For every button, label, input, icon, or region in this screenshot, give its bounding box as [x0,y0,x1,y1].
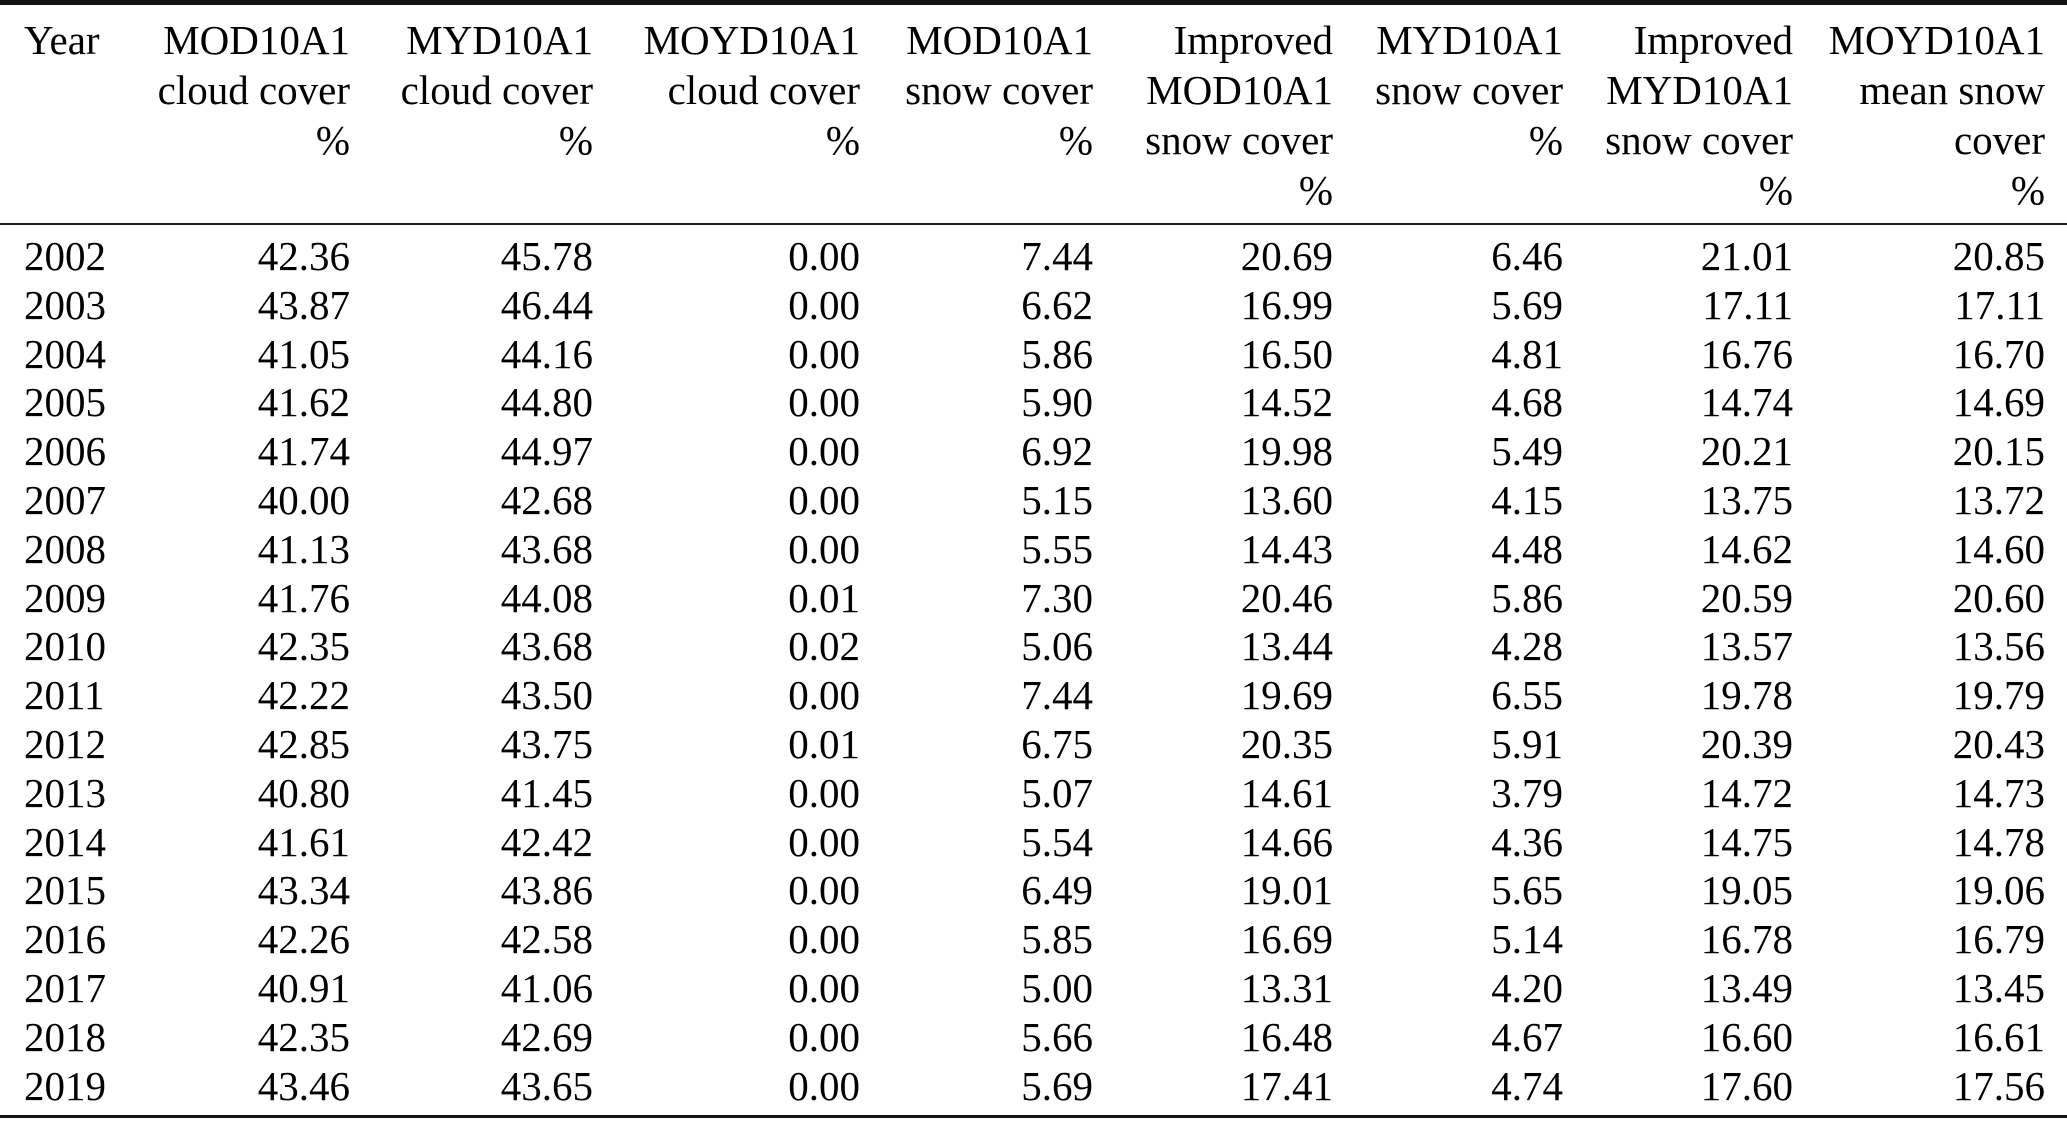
value-cell-mod10a1-cloud-cover: 41.61 [257,818,350,865]
value-cell-improved-mod10a1-snow-cover: 14.61 [1240,769,1333,816]
value-cell-improved-mod10a1-snow-cover: 14.43 [1240,525,1333,572]
value-cell-improved-mod10a1-snow-cover: 16.99 [1240,281,1333,328]
value-cell-myd10a1-snow-cover: 3.79 [1491,769,1563,816]
value-cell-mod10a1-cloud-cover: 42.35 [257,1013,350,1060]
value-cell-mod10a1-snow-cover: 5.06 [1021,623,1093,670]
year-cell: 2009 [24,574,106,621]
value-cell-moyd10a1-cloud-cover: 0.00 [788,233,860,279]
value-cell-moyd10a1-cloud-cover: 0.00 [788,428,860,475]
header-line: Improved [1633,17,1793,63]
value-cell-myd10a1-cloud-cover: 42.69 [500,1013,593,1060]
value-cell-moyd10a1-cloud-cover: 0.00 [788,281,860,328]
value-cell-moyd10a1-mean-snow-cover: 17.11 [1954,281,2045,328]
column-header-moyd10a1-mean-snow-cover [1793,3,2067,225]
value-cell-improved-myd10a1-snow-cover: 19.78 [1700,672,1793,719]
value-cell-moyd10a1-mean-snow-cover: 20.43 [1952,720,2045,767]
value-cell-improved-myd10a1-snow-cover: 16.76 [1700,330,1793,377]
value-cell-moyd10a1-mean-snow-cover: 14.60 [1952,525,2045,572]
table-row-2013 [0,769,2067,818]
value-cell-improved-myd10a1-snow-cover: 20.39 [1700,720,1793,767]
value-cell-myd10a1-snow-cover: 4.67 [1491,1013,1563,1060]
value-cell-myd10a1-snow-cover: 5.86 [1491,574,1563,621]
year-cell: 2013 [24,769,106,816]
header-line: % [825,117,860,163]
year-cell: 2015 [24,867,106,914]
value-cell-mod10a1-snow-cover: 5.66 [1021,1013,1093,1060]
header-line: cloud cover [400,67,593,113]
table-row-2016 [0,915,2067,964]
table-row-2006 [0,427,2067,476]
value-cell-mod10a1-cloud-cover: 41.76 [257,574,350,621]
table-row-2002 [0,224,2067,281]
value-cell-mod10a1-cloud-cover: 41.74 [257,428,350,475]
header-line: cloud cover [157,67,350,113]
value-cell-improved-mod10a1-snow-cover: 13.60 [1240,476,1333,523]
year-cell: 2017 [24,964,106,1011]
value-cell-improved-myd10a1-snow-cover: 14.74 [1700,379,1793,426]
value-cell-moyd10a1-mean-snow-cover: 17.56 [1952,1062,2045,1109]
value-cell-moyd10a1-mean-snow-cover: 13.56 [1952,623,2045,670]
value-cell-mod10a1-snow-cover: 5.15 [1021,476,1093,523]
value-cell-mod10a1-snow-cover: 6.92 [1021,428,1093,475]
value-cell-myd10a1-cloud-cover: 44.08 [500,574,593,621]
value-cell-mod10a1-snow-cover: 7.44 [1021,233,1093,279]
value-cell-moyd10a1-mean-snow-cover: 16.79 [1952,916,2045,963]
value-cell-myd10a1-snow-cover: 5.65 [1491,867,1563,914]
header-line: MOD10A1 [1146,67,1333,113]
value-cell-moyd10a1-cloud-cover: 0.00 [788,330,860,377]
value-cell-improved-mod10a1-snow-cover: 19.01 [1240,867,1333,914]
value-cell-myd10a1-snow-cover: 4.20 [1491,964,1563,1011]
value-cell-mod10a1-cloud-cover: 40.80 [257,769,350,816]
column-header-myd10a1-snow-cover [1333,3,1563,225]
value-cell-mod10a1-cloud-cover: 42.85 [257,720,350,767]
value-cell-improved-myd10a1-snow-cover: 14.62 [1700,525,1793,572]
value-cell-myd10a1-snow-cover: 5.14 [1491,916,1563,963]
value-cell-improved-mod10a1-snow-cover: 19.98 [1240,428,1333,475]
value-cell-improved-myd10a1-snow-cover: 14.75 [1700,818,1793,865]
value-cell-myd10a1-cloud-cover: 41.06 [500,964,593,1011]
table-row-2010 [0,622,2067,671]
value-cell-improved-myd10a1-snow-cover: 17.60 [1700,1062,1793,1109]
table-row-2008 [0,525,2067,574]
value-cell-improved-myd10a1-snow-cover: 17.11 [1702,281,1793,328]
table-row-2009 [0,574,2067,623]
value-cell-myd10a1-snow-cover: 4.36 [1491,818,1563,865]
header-line: MYD10A1 [1606,67,1793,113]
table-row-2017 [0,964,2067,1013]
year-cell: 2002 [24,233,106,279]
column-header-moyd10a1-cloud-cover [593,3,860,225]
value-cell-moyd10a1-cloud-cover: 0.00 [788,916,860,963]
value-cell-myd10a1-cloud-cover: 42.68 [500,476,593,523]
value-cell-myd10a1-cloud-cover: 43.86 [500,867,593,914]
value-cell-mod10a1-snow-cover: 6.75 [1021,720,1093,767]
header-line: cover [1953,117,2045,163]
value-cell-mod10a1-snow-cover: 6.62 [1021,281,1093,328]
value-cell-myd10a1-snow-cover: 4.74 [1491,1062,1563,1109]
header-line: % [315,117,350,163]
value-cell-myd10a1-snow-cover: 4.15 [1491,476,1563,523]
value-cell-improved-mod10a1-snow-cover: 19.69 [1240,672,1333,719]
value-cell-improved-mod10a1-snow-cover: 16.48 [1240,1013,1333,1060]
column-header-improved-myd10a1-snow-cover [1563,3,1793,225]
column-header-year [0,3,120,225]
value-cell-myd10a1-snow-cover: 4.48 [1491,525,1563,572]
value-cell-moyd10a1-cloud-cover: 0.02 [788,623,860,670]
value-cell-improved-mod10a1-snow-cover: 16.50 [1240,330,1333,377]
value-cell-mod10a1-snow-cover: 5.07 [1021,769,1093,816]
value-cell-mod10a1-cloud-cover: 43.34 [257,867,350,914]
header-line: Improved [1173,17,1333,63]
header-line: % [1758,167,1793,213]
value-cell-mod10a1-cloud-cover: 43.87 [257,281,350,328]
header-line: MOYD10A1 [643,17,860,63]
value-cell-myd10a1-snow-cover: 4.81 [1491,330,1563,377]
value-cell-moyd10a1-mean-snow-cover: 13.72 [1952,476,2045,523]
value-cell-mod10a1-cloud-cover: 43.46 [257,1062,350,1109]
value-cell-improved-mod10a1-snow-cover: 16.69 [1240,916,1333,963]
header-line: MOYD10A1 [1828,17,2045,63]
value-cell-mod10a1-cloud-cover: 42.26 [257,916,350,963]
value-cell-moyd10a1-cloud-cover: 0.00 [788,672,860,719]
header-line: Year [24,17,100,63]
value-cell-mod10a1-snow-cover: 7.30 [1021,574,1093,621]
year-cell: 2010 [24,623,106,670]
table-row-2011 [0,671,2067,720]
value-cell-improved-myd10a1-snow-cover: 13.57 [1700,623,1793,670]
year-cell: 2007 [24,476,106,523]
table-row-2019 [0,1062,2067,1117]
year-cell: 2005 [24,379,106,426]
value-cell-myd10a1-cloud-cover: 43.68 [500,623,593,670]
value-cell-moyd10a1-cloud-cover: 0.00 [788,818,860,865]
value-cell-mod10a1-cloud-cover: 41.62 [257,379,350,426]
value-cell-improved-mod10a1-snow-cover: 20.46 [1240,574,1333,621]
year-cell: 2006 [24,428,106,475]
table-row-2007 [0,476,2067,525]
column-header-improved-mod10a1-snow-cover [1093,3,1333,225]
value-cell-improved-mod10a1-snow-cover: 14.66 [1240,818,1333,865]
table-row-2018 [0,1013,2067,1062]
header-line: % [1058,117,1093,163]
value-cell-myd10a1-cloud-cover: 44.80 [500,379,593,426]
value-cell-mod10a1-cloud-cover: 41.13 [257,525,350,572]
table-row-2003 [0,281,2067,330]
value-cell-moyd10a1-mean-snow-cover: 16.70 [1952,330,2045,377]
value-cell-mod10a1-snow-cover: 5.69 [1021,1062,1093,1109]
value-cell-mod10a1-snow-cover: 5.86 [1021,330,1093,377]
value-cell-moyd10a1-mean-snow-cover: 13.45 [1952,964,2045,1011]
value-cell-myd10a1-snow-cover: 5.69 [1491,281,1563,328]
value-cell-moyd10a1-cloud-cover: 0.01 [788,720,860,767]
value-cell-myd10a1-cloud-cover: 43.50 [500,672,593,719]
value-cell-improved-mod10a1-snow-cover: 20.35 [1240,720,1333,767]
value-cell-mod10a1-snow-cover: 5.90 [1021,379,1093,426]
header-line: cloud cover [667,67,860,113]
table-row-2004 [0,330,2067,379]
header-line: % [1298,167,1333,213]
value-cell-improved-myd10a1-snow-cover: 19.05 [1700,867,1793,914]
value-cell-moyd10a1-mean-snow-cover: 14.69 [1952,379,2045,426]
value-cell-myd10a1-snow-cover: 6.46 [1491,233,1563,279]
header-line: MOD10A1 [906,17,1093,63]
table-header [0,3,2067,225]
value-cell-improved-mod10a1-snow-cover: 20.69 [1240,233,1333,279]
value-cell-mod10a1-snow-cover: 5.55 [1021,525,1093,572]
column-header-mod10a1-cloud-cover [120,3,350,225]
year-cell: 2004 [24,330,106,377]
table-row-2012 [0,720,2067,769]
value-cell-improved-mod10a1-snow-cover: 13.31 [1240,964,1333,1011]
header-line: MYD10A1 [406,17,593,63]
year-cell: 2018 [24,1013,106,1060]
value-cell-myd10a1-cloud-cover: 43.75 [500,720,593,767]
header-line: snow cover [1375,67,1563,113]
value-cell-improved-myd10a1-snow-cover: 16.60 [1700,1013,1793,1060]
value-cell-improved-myd10a1-snow-cover: 14.72 [1700,769,1793,816]
value-cell-myd10a1-snow-cover: 4.28 [1491,623,1563,670]
value-cell-myd10a1-cloud-cover: 42.58 [500,916,593,963]
value-cell-mod10a1-cloud-cover: 41.05 [257,330,350,377]
header-row [0,3,2067,225]
value-cell-mod10a1-cloud-cover: 42.22 [257,672,350,719]
header-line: % [1528,117,1563,163]
value-cell-mod10a1-snow-cover: 5.54 [1021,818,1093,865]
header-line: mean snow [1859,67,2045,113]
header-line: snow cover [1605,117,1793,163]
year-cell: 2008 [24,525,106,572]
value-cell-mod10a1-snow-cover: 5.85 [1021,916,1093,963]
value-cell-improved-myd10a1-snow-cover: 13.49 [1700,964,1793,1011]
value-cell-moyd10a1-mean-snow-cover: 19.79 [1952,672,2045,719]
value-cell-moyd10a1-mean-snow-cover: 20.85 [1952,233,2045,279]
value-cell-moyd10a1-mean-snow-cover: 20.60 [1952,574,2045,621]
value-cell-moyd10a1-cloud-cover: 0.00 [788,379,860,426]
value-cell-myd10a1-snow-cover: 5.91 [1491,720,1563,767]
table-body [0,224,2067,1117]
year-cell: 2012 [24,720,106,767]
value-cell-improved-myd10a1-snow-cover: 21.01 [1700,233,1793,279]
value-cell-moyd10a1-cloud-cover: 0.01 [788,574,860,621]
value-cell-improved-mod10a1-snow-cover: 17.41 [1240,1062,1333,1109]
header-line: snow cover [905,67,1093,113]
header-line: MOD10A1 [163,17,350,63]
value-cell-mod10a1-snow-cover: 5.00 [1021,964,1093,1011]
value-cell-moyd10a1-mean-snow-cover: 14.73 [1952,769,2045,816]
value-cell-mod10a1-snow-cover: 6.49 [1021,867,1093,914]
value-cell-moyd10a1-cloud-cover: 0.00 [788,769,860,816]
year-cell: 2019 [24,1062,106,1109]
value-cell-improved-myd10a1-snow-cover: 13.75 [1700,476,1793,523]
value-cell-mod10a1-cloud-cover: 40.00 [257,476,350,523]
value-cell-moyd10a1-mean-snow-cover: 14.78 [1952,818,2045,865]
value-cell-moyd10a1-cloud-cover: 0.00 [788,1062,860,1109]
value-cell-myd10a1-cloud-cover: 41.45 [500,769,593,816]
value-cell-myd10a1-snow-cover: 4.68 [1491,379,1563,426]
year-cell: 2014 [24,818,106,865]
value-cell-mod10a1-cloud-cover: 42.35 [257,623,350,670]
table-row-2005 [0,378,2067,427]
value-cell-improved-myd10a1-snow-cover: 16.78 [1700,916,1793,963]
header-line: % [2010,167,2045,213]
value-cell-improved-myd10a1-snow-cover: 20.59 [1700,574,1793,621]
value-cell-moyd10a1-mean-snow-cover: 16.61 [1952,1013,2045,1060]
value-cell-myd10a1-cloud-cover: 44.97 [500,428,593,475]
value-cell-myd10a1-snow-cover: 5.49 [1491,428,1563,475]
value-cell-improved-mod10a1-snow-cover: 13.44 [1240,623,1333,670]
table-row-2014 [0,818,2067,867]
value-cell-moyd10a1-cloud-cover: 0.00 [788,1013,860,1060]
header-line: MYD10A1 [1376,17,1563,63]
year-cell: 2011 [24,672,105,719]
value-cell-improved-mod10a1-snow-cover: 14.52 [1240,379,1333,426]
value-cell-myd10a1-snow-cover: 6.55 [1491,672,1563,719]
value-cell-moyd10a1-cloud-cover: 0.00 [788,525,860,572]
value-cell-myd10a1-cloud-cover: 42.42 [500,818,593,865]
value-cell-myd10a1-cloud-cover: 43.65 [500,1062,593,1109]
column-header-myd10a1-cloud-cover [350,3,593,225]
value-cell-myd10a1-cloud-cover: 45.78 [500,233,593,279]
header-line: snow cover [1145,117,1333,163]
column-header-mod10a1-snow-cover [860,3,1093,225]
header-line: % [558,117,593,163]
year-cell: 2016 [24,916,106,963]
value-cell-mod10a1-cloud-cover: 42.36 [257,233,350,279]
value-cell-moyd10a1-cloud-cover: 0.00 [788,867,860,914]
value-cell-moyd10a1-cloud-cover: 0.00 [788,964,860,1011]
value-cell-improved-myd10a1-snow-cover: 20.21 [1700,428,1793,475]
value-cell-moyd10a1-mean-snow-cover: 19.06 [1952,867,2045,914]
table-row-2015 [0,866,2067,915]
value-cell-myd10a1-cloud-cover: 44.16 [500,330,593,377]
value-cell-moyd10a1-mean-snow-cover: 20.15 [1952,428,2045,475]
value-cell-mod10a1-snow-cover: 7.44 [1021,672,1093,719]
value-cell-myd10a1-cloud-cover: 46.44 [500,281,593,328]
value-cell-mod10a1-cloud-cover: 40.91 [257,964,350,1011]
year-cell: 2003 [24,281,106,328]
value-cell-myd10a1-cloud-cover: 43.68 [500,525,593,572]
value-cell-moyd10a1-cloud-cover: 0.00 [788,476,860,523]
